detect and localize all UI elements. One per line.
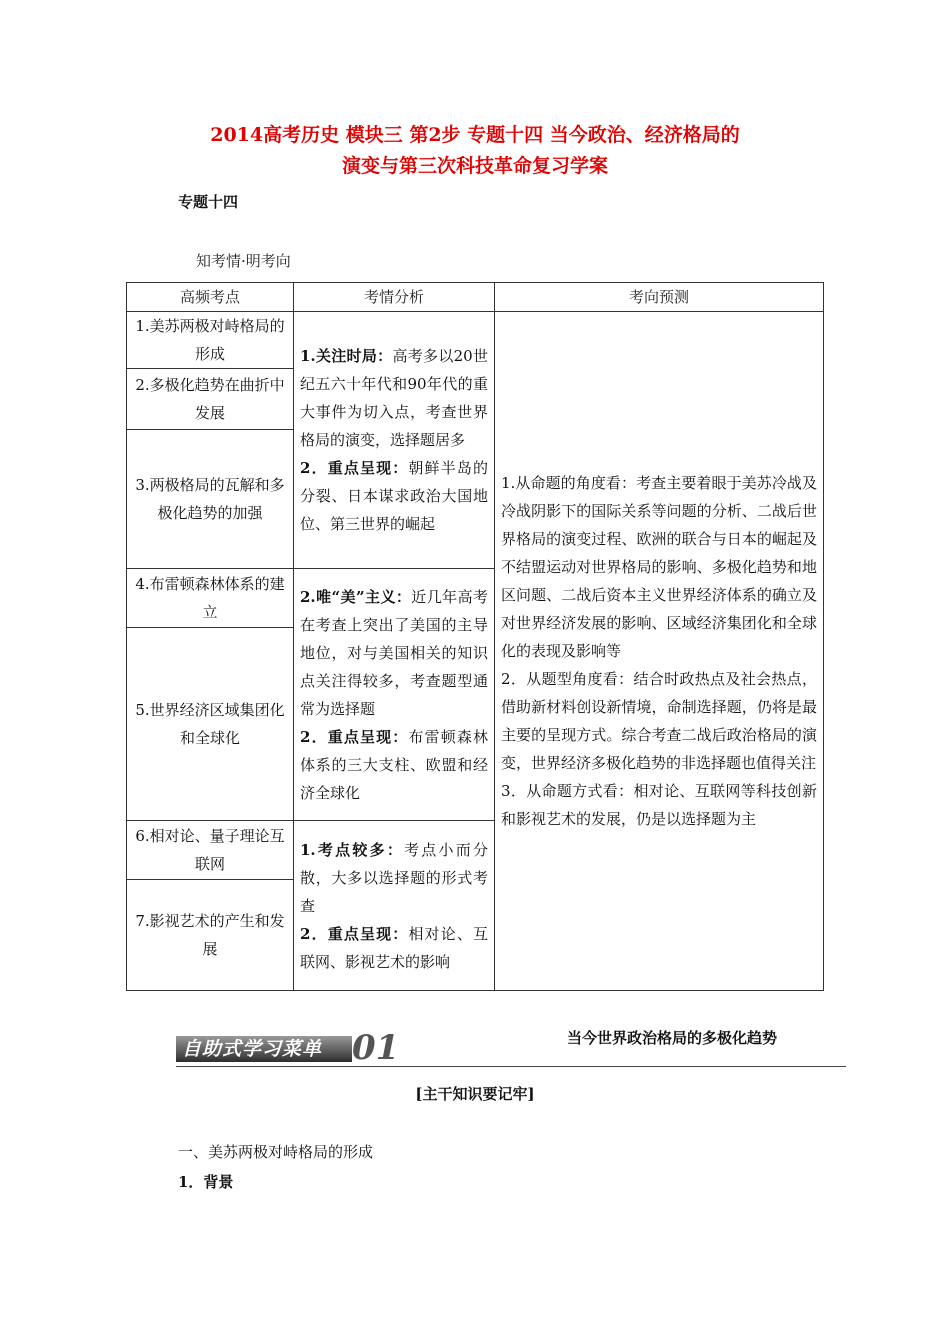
analysis-text: 朝鲜半岛的分裂、日本谋求政治大国地位、第三世界的崛起 — [300, 459, 488, 533]
point-cell: 2.多极化趋势在曲折中发展 — [127, 369, 294, 430]
header-exam-prediction: 考向预测 — [495, 283, 824, 312]
table-caption: 知考情·明考向 — [196, 252, 291, 270]
banner-topic: 当今世界政治格局的多极化趋势 — [567, 1029, 778, 1047]
prediction-text: 1.从命题的角度看：考查主要着眼于美苏冷战及冷战阴影下的国际关系等问题的分析、二战后世界格局的演变过程、欧洲的联合与日本的崛起及不结盟运动对世界格局的影响、多极化趋势和地区问题、二战后资本主义世界经济体系的确立及对世界经济发展的影响、区域经济集团化和全球化的表现及影响等 — [501, 474, 817, 660]
analysis-text: 布雷顿森林体系的三大支柱、欧盟和经济全球化 — [300, 727, 488, 802]
section-title: 一、美苏两极对峙格局的形成 — [178, 1143, 374, 1161]
analysis-text: 相对论、互联网、影视艺术的影响 — [300, 924, 488, 971]
header-exam-analysis: 考情分析 — [294, 283, 495, 312]
analysis-label: 1.考点较多： — [300, 840, 405, 859]
prediction-text: 3．从命题方式看：相对论、互联网等科技创新和影视艺术的发展，仍是以选择题为主 — [501, 782, 817, 828]
point-cell: 4.布雷顿森林体系的建立 — [127, 569, 294, 628]
point-cell: 7.影视艺术的产生和发展 — [127, 880, 294, 991]
analysis-label: 2．重点呈现： — [300, 924, 409, 943]
point-cell: 5.世界经济区域集团化和全球化 — [127, 628, 294, 821]
title-line-2: 演变与第三次科技革命复习学案 — [341, 155, 608, 177]
prediction-text: 2．从题型角度看：结合时政热点及社会热点，借助新材料创设新情境，命制选择题，仍将是最主要的呈现方式。综合考查二战后政治格局的演变，世界经济多极化趋势的非选择题也值得关注 — [501, 670, 817, 772]
banner-number: 01 — [352, 1028, 400, 1068]
analysis-label: 2.唯“美”主义： — [300, 587, 412, 606]
analysis-label: 2．重点呈现： — [300, 727, 409, 746]
table-row — [127, 312, 824, 369]
analysis-text: 近几年高考在考查上突出了美国的主导地位，对与美国相关的知识点关注得较多，考查题型通常为选择题 — [300, 587, 488, 718]
point-cell: 1.美苏两极对峙格局的形成 — [127, 312, 294, 369]
analysis-cell — [294, 821, 495, 991]
document-title — [0, 120, 950, 182]
table-header-row — [127, 283, 824, 312]
header-high-frequency-points: 高频考点 — [127, 283, 294, 312]
point-cell: 6.相对论、量子理论互联网 — [127, 821, 294, 880]
topic-subheading: 专题十四 — [178, 193, 239, 211]
key-knowledge-heading: [主干知识要记牢] — [415, 1085, 535, 1103]
sub-item-heading — [178, 1171, 233, 1192]
analysis-cell — [294, 569, 495, 821]
analysis-label: 1.关注时局： — [300, 347, 393, 365]
banner-label: 自助式学习菜单 — [176, 1036, 352, 1062]
study-menu-banner — [176, 1028, 400, 1068]
point-cell: 3.两极格局的瓦解和多极化趋势的加强 — [127, 430, 294, 569]
exam-analysis-table — [126, 282, 824, 991]
banner-divider — [176, 1066, 846, 1067]
sub-item-text: 1．背景 — [178, 1173, 234, 1191]
analysis-cell — [294, 312, 495, 569]
analysis-text: 考点小而分散，大多以选择题的形式考查 — [300, 840, 488, 915]
analysis-text: 高考多以20世纪五六十年代和90年代的重大事件为切入点，考查世界格局的演变，选择题居多 — [300, 347, 488, 449]
analysis-label: 2．重点呈现： — [300, 459, 409, 477]
title-line-1: 2014高考历史 模块三 第2步 专题十四 当今政治、经济格局的 — [210, 124, 740, 146]
prediction-cell — [495, 312, 824, 991]
